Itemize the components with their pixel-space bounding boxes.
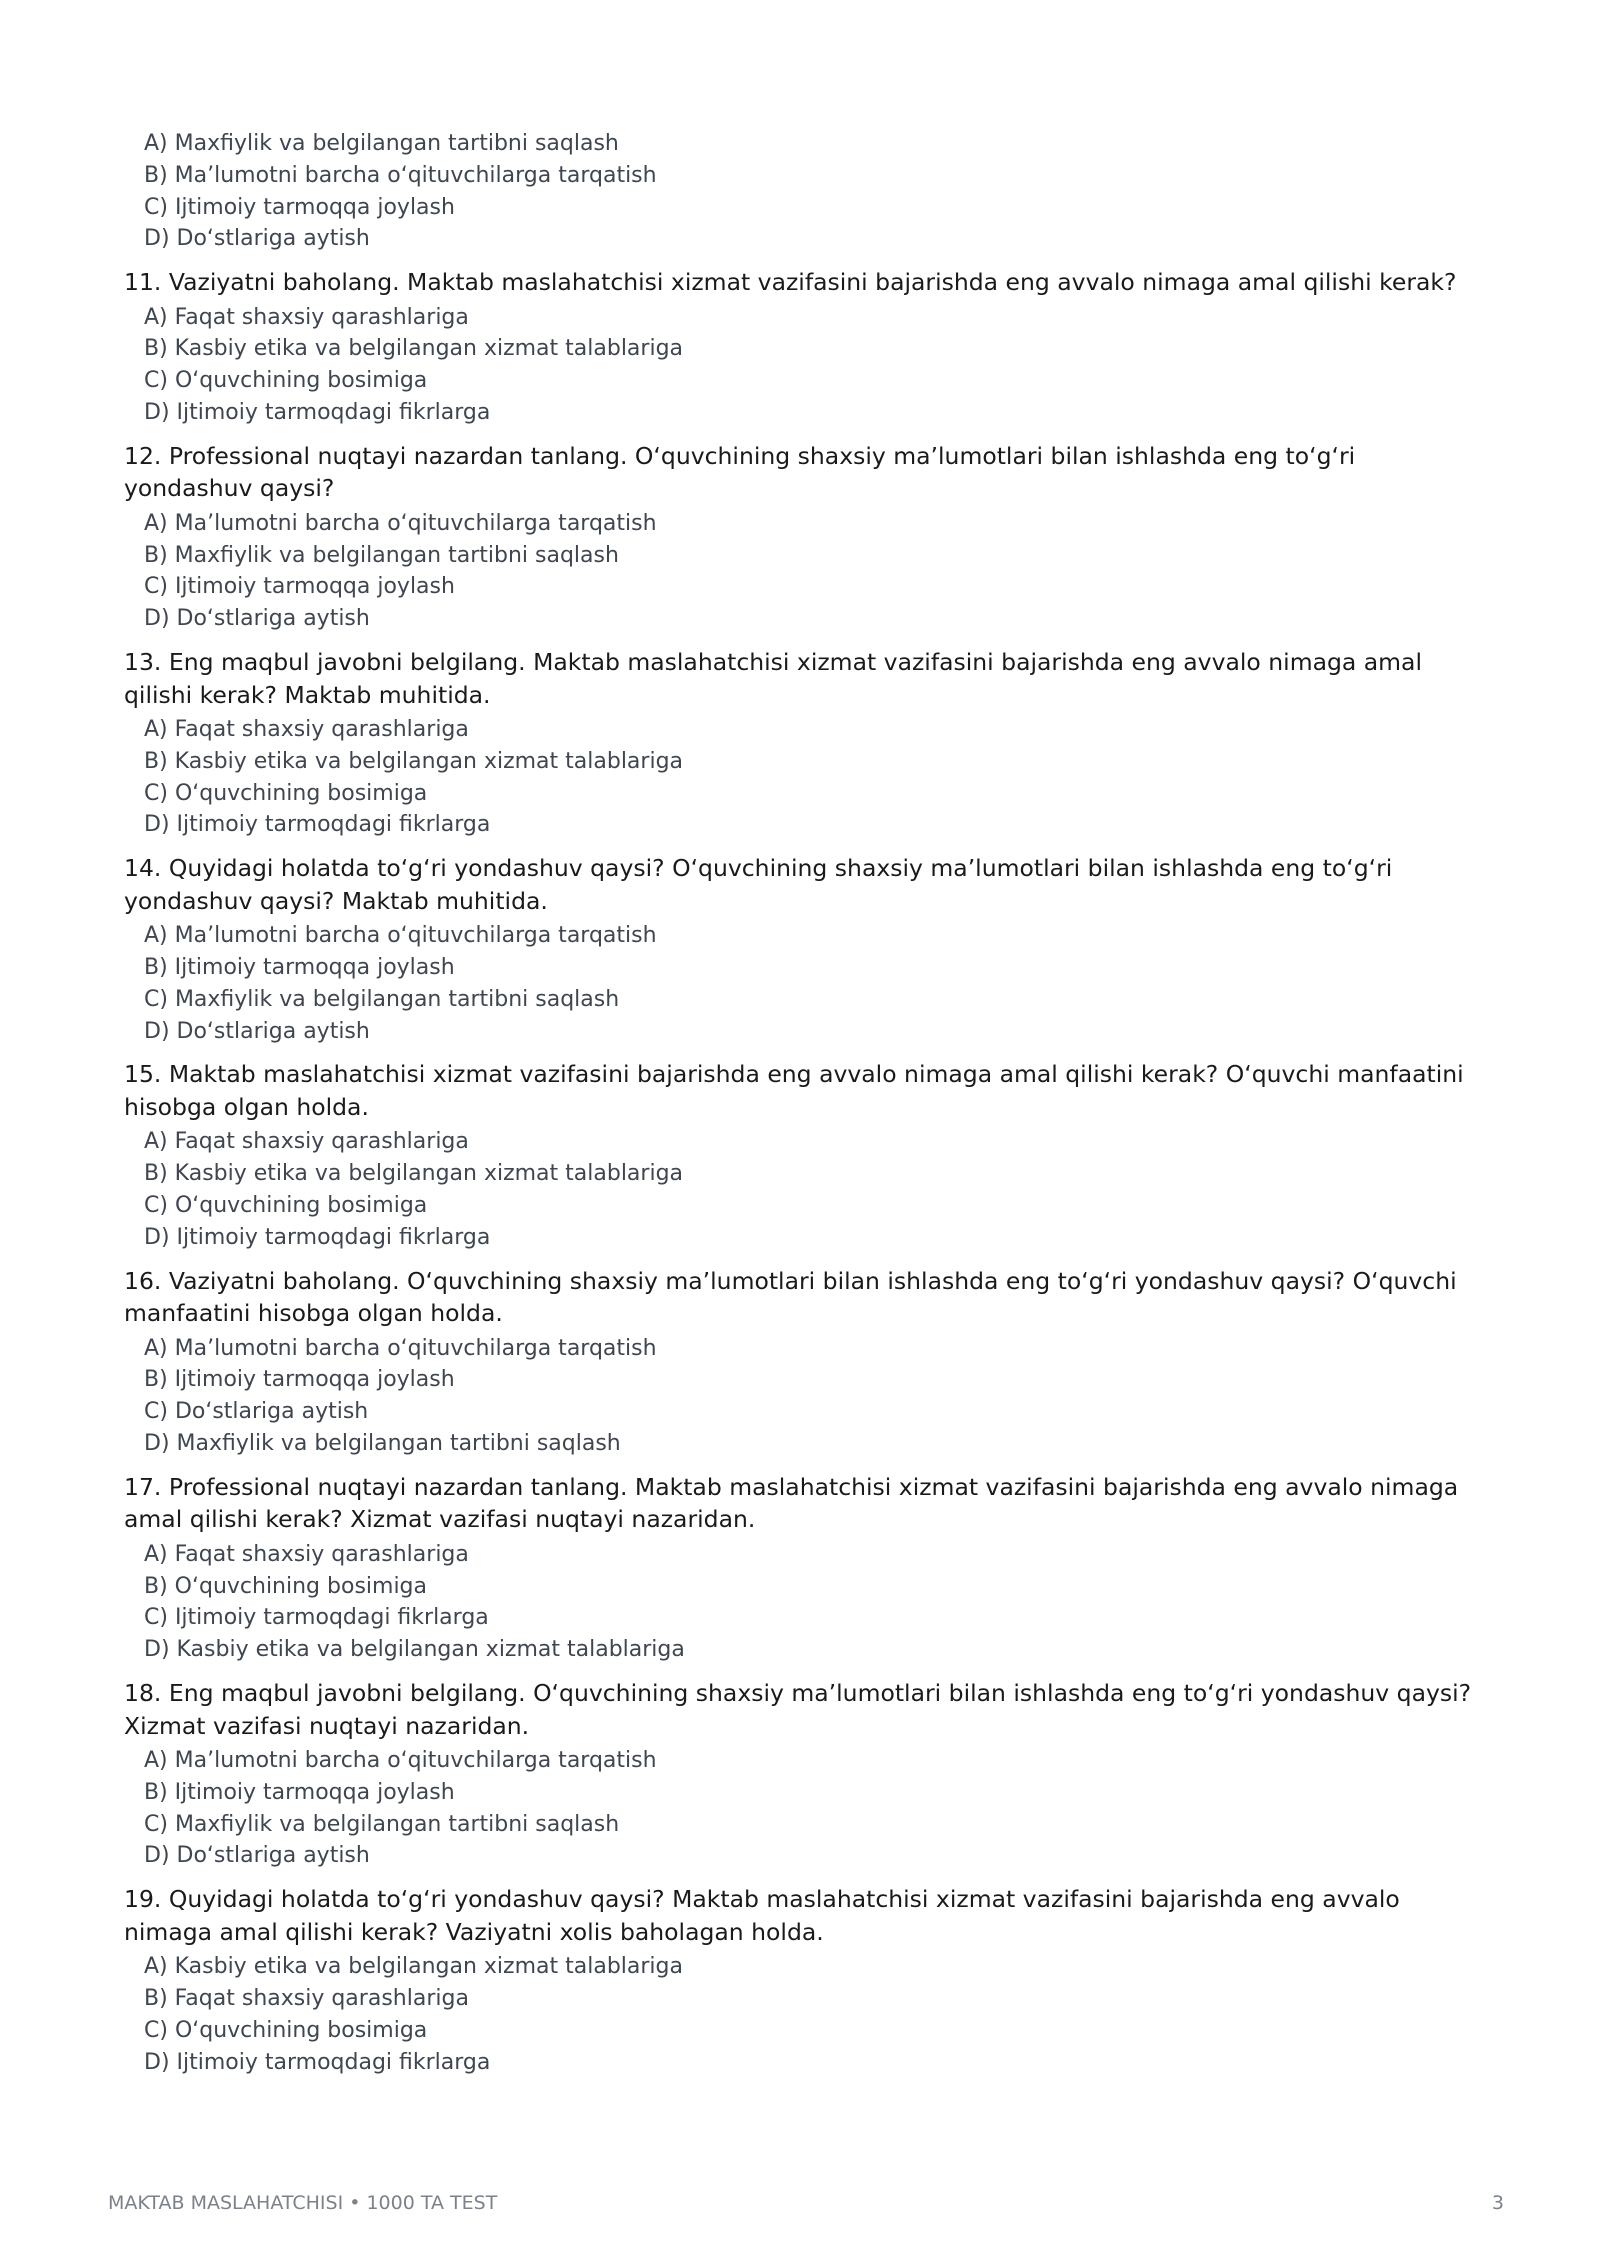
question-number: 14.: [124, 854, 162, 883]
option: D) Ijtimoiy tarmoqdagi fikrlarga: [144, 1224, 491, 1250]
option: D) Do‘stlariga aytish: [144, 1018, 370, 1044]
question-body: Maktab maslahatchisi xizmat vazifasini bajarishda eng avvalo nimaga amal qilishi kerak? O‘quvchi manfaatini hisobga olgan holda.: [124, 1060, 1464, 1121]
question-body: Vaziyatni baholang. Maktab maslahatchisi xizmat vazifasini bajarishda eng avvalo nimaga amal qilishi kerak?: [168, 268, 1457, 297]
option: D) Do‘stlariga aytish: [144, 226, 370, 252]
answer-options: [124, 302, 1484, 429]
question-number: 12.: [124, 441, 162, 470]
option: D) Ijtimoiy tarmoqdagi fikrlarga: [144, 812, 491, 838]
question-text: [124, 1883, 1484, 1948]
option: A) Ma’lumotni barcha o‘qituvchilarga tarqatish: [144, 1335, 657, 1361]
question-19: [124, 1883, 1484, 2078]
answer-options: [124, 920, 1484, 1047]
question-number: 15.: [124, 1060, 162, 1089]
option: A) Faqat shaxsiy qarashlariga: [144, 717, 469, 743]
question-body: Professional nuqtayi nazardan tanlang. O‘quvchining shaxsiy ma’lumotlari bilan ishlashda eng to‘g‘ri yondashuv qaysi?: [124, 441, 1356, 503]
question-12: [124, 440, 1484, 635]
option: D) Do‘stlariga aytish: [144, 606, 370, 632]
question-text: [124, 266, 1484, 299]
answer-options: [124, 1333, 1484, 1460]
question-text: [124, 1058, 1484, 1123]
question-number: 18.: [124, 1679, 162, 1707]
question-13: [124, 646, 1484, 841]
option: A) Faqat shaxsiy qarashlariga: [144, 304, 469, 330]
question-text: [124, 646, 1484, 711]
option: A) Ma’lumotni barcha o‘qituvchilarga tarqatish: [144, 1748, 657, 1773]
question-number: 11.: [124, 268, 162, 297]
option: C) Ijtimoiy tarmoqqa joylash: [144, 574, 455, 600]
answer-options: [124, 1951, 1484, 2078]
option: B) Ijtimoiy tarmoqqa joylash: [144, 955, 455, 981]
question-text: [124, 1471, 1484, 1536]
question-body: Quyidagi holatda to‘g‘ri yondashuv qaysi? Maktab maslahatchisi xizmat vazifasini bajarishda eng avvalo nimaga amal qilishi kerak? Vaziyatni xolis baholagan holda.: [124, 1885, 1400, 1946]
question-number: 17.: [124, 1472, 162, 1501]
option: A) Ma’lumotni barcha o‘qituvchilarga tarqatish: [144, 510, 657, 536]
answer-options: [124, 1126, 1484, 1253]
option: B) Kasbiy etika va belgilangan xizmat talablariga: [144, 748, 684, 774]
answer-options: [124, 714, 1484, 841]
question-number: 16.: [124, 1266, 162, 1295]
question-15: [124, 1058, 1484, 1253]
option: B) Kasbiy etika va belgilangan xizmat talablariga: [144, 1161, 684, 1187]
option: B) Ijtimoiy tarmoqqa joylash: [144, 1779, 455, 1805]
option: C) O‘quvchining bosimiga: [144, 1193, 428, 1219]
question-text: [124, 852, 1484, 917]
question-number: 13.: [124, 648, 162, 677]
question-17: [124, 1471, 1484, 1666]
option: C) Do‘stlariga aytish: [144, 1399, 369, 1425]
option: D) Kasbiy etika va belgilangan xizmat talablariga: [144, 1637, 685, 1663]
option: D) Do‘stlariga aytish: [144, 1843, 370, 1869]
option: B) Kasbiy etika va belgilangan xizmat talablariga: [144, 336, 684, 362]
option: B) Ijtimoiy tarmoqqa joylash: [144, 1367, 455, 1393]
page-number: 3: [1491, 2192, 1504, 2214]
leading-options: [124, 128, 1484, 255]
option: C) Maxfiylik va belgilangan tartibni saqlash: [144, 986, 620, 1012]
option: A) Faqat shaxsiy qarashlariga: [144, 1541, 469, 1567]
answer-options: [124, 508, 1484, 635]
option: B) Faqat shaxsiy qarashlariga: [144, 1985, 469, 2011]
question-text: [124, 1677, 1484, 1742]
question-16: [124, 1265, 1484, 1460]
question-18: [124, 1677, 1484, 1872]
question-text: [124, 440, 1484, 505]
question-14: [124, 852, 1484, 1047]
option: A) Ma’lumotni barcha o‘qituvchilarga tarqatish: [144, 923, 657, 949]
option: C) Ijtimoiy tarmoqdagi fikrlarga: [144, 1605, 489, 1631]
option: A) Maxfiylik va belgilangan tartibni saqlash: [144, 131, 619, 156]
option: B) O‘quvchining bosimiga: [144, 1573, 428, 1599]
question-body: Professional nuqtayi nazardan tanlang. Maktab maslahatchisi xizmat vazifasini bajarishda eng avvalo nimaga amal qilishi kerak? Xizmat vazifasi nuqtayi nazaridan.: [124, 1472, 1459, 1534]
option: C) O‘quvchining bosimiga: [144, 368, 428, 394]
question-11: [124, 266, 1484, 429]
option: D) Maxfiylik va belgilangan tartibni saqlash: [144, 1431, 621, 1457]
question-body: Quyidagi holatda to‘g‘ri yondashuv qaysi? O‘quvchining shaxsiy ma’lumotlari bilan ishlashda eng to‘g‘ri yondashuv qaysi? Maktab muhitida.: [124, 854, 1393, 915]
option: D) Ijtimoiy tarmoqdagi fikrlarga: [144, 2049, 491, 2075]
question-body: Vaziyatni baholang. O‘quvchining shaxsiy ma’lumotlari bilan ishlashda eng to‘g‘ri yondashuv qaysi? O‘quvchi manfaatini hisobga olgan holda.: [124, 1266, 1457, 1328]
option: C) O‘quvchining bosimiga: [144, 780, 428, 806]
question-number: 19.: [124, 1885, 162, 1914]
option: C) Maxfiylik va belgilangan tartibni saqlash: [144, 1811, 620, 1837]
option: B) Ma’lumotni barcha o‘qituvchilarga tarqatish: [144, 162, 657, 188]
question-list: [124, 128, 1484, 2078]
answer-options: [124, 1539, 1484, 1666]
option: D) Ijtimoiy tarmoqdagi fikrlarga: [144, 400, 491, 426]
page-footer: [108, 2192, 1504, 2214]
option: A) Faqat shaxsiy qarashlariga: [144, 1129, 469, 1155]
option: B) Maxfiylik va belgilangan tartibni saqlash: [144, 542, 619, 568]
answer-options: [124, 1745, 1484, 1872]
question-body: Eng maqbul javobni belgilang. O‘quvchining shaxsiy ma’lumotlari bilan ishlashda eng to‘g‘ri yondashuv qaysi? Xizmat vazifasi nuqtayi nazaridan.: [124, 1679, 1472, 1740]
option: C) Ijtimoiy tarmoqqa joylash: [144, 194, 455, 220]
option: C) O‘quvchining bosimiga: [144, 2017, 428, 2043]
question-text: [124, 1265, 1484, 1330]
footer-title: MAKTAB MASLAHATCHISI • 1000 TA TEST: [108, 2192, 498, 2214]
option: A) Kasbiy etika va belgilangan xizmat talablariga: [144, 1954, 683, 1980]
question-body: Eng maqbul javobni belgilang. Maktab maslahatchisi xizmat vazifasini bajarishda eng avvalo nimaga amal qilishi kerak? Maktab muhitida.: [124, 648, 1422, 709]
